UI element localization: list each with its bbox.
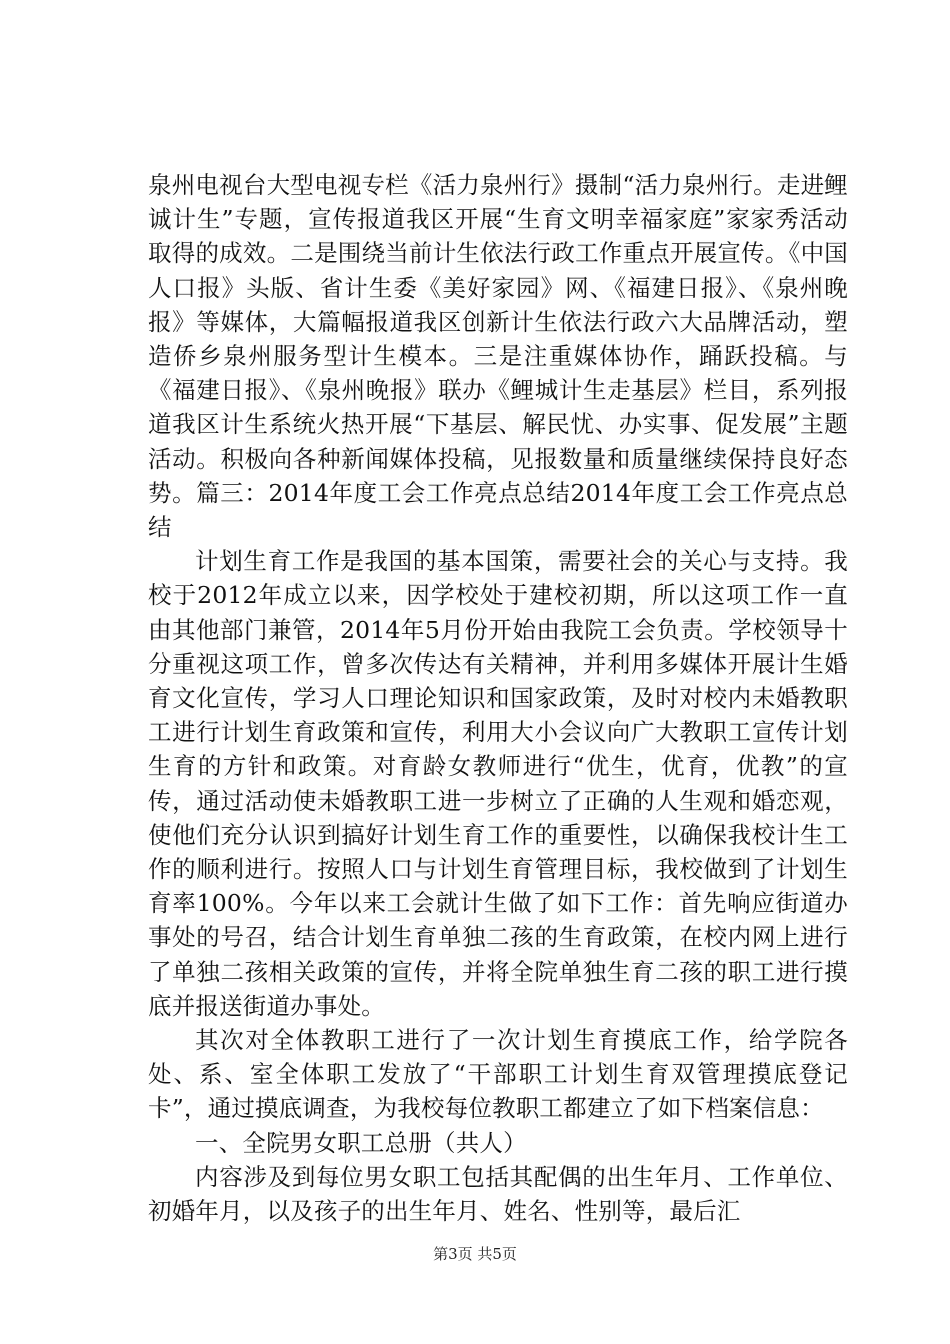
paragraph-2: 计划生育工作是我国的基本国策，需要社会的关心与支持。我校于2012年成立以来，因学校处于建校初期，所以这项工作一直由其他部门兼管，2014年5月份开始由我院工会负责。学校领导十分重视这项工作，曾多次传达有关精神，并利用多媒体开展计生婚育文化宣传，学习人口理论知识和国家政策，及时对校内未婚教职工进行计划生育政策和宣传，利用大小会议向广大教职工宣传计划生育的方针和政策。对育龄女教师进行“优生，优育，优教”的宣传，通过活动使未婚教职工进一步树立了正确的人生观和婚恋观，使他们充分认识到搞好计划生育工作的重要性，以确保我校计生工作的顺利进行。按照人口与计划生育管理目标，我校做到了计划生育率100%。今年以来工会就计生做了如下工作：首先响应街道办事处的号召，结合计划生育单独二孩的生育政策，在校内网上进行了单独二孩相关政策的宣传，并将全院单独生育二孩的职工进行摸底并报送街道办事处。: [148, 547, 848, 1020]
paragraph-5: 内容涉及到每位男女职工包括其配偶的出生年月、工作单位、初婚年月，以及孩子的出生年月、姓名、性别等，最后汇: [148, 1162, 848, 1226]
paragraph-1: 泉州电视台大型电视专栏《活力泉州行》摄制“活力泉州行。走进鲤诚计生”专题，宣传报道我区开展“生育文明幸福家庭”家家秀活动取得的成效。二是围绕当前计生依法行政工作重点开展宣传。《中国人口报》头版、省计生委《美好家园》网、《福建日报》、《泉州晚报》等媒体，大篇幅报道我区创新计生依法行政六大品牌活动，塑造侨乡泉州服务型计生模本。三是注重媒体协作，踊跃投稿。与《福建日报》、《泉州晚报》联办《鲤城计生走基层》栏目，系列报道我区计生系统火热开展“下基层、解民忧、办实事、促发展”主题活动。积极向各种新闻媒体投稿，见报数量和质量继续保持良好态势。篇三：2014年度工会工作亮点总结2014年度工会工作亮点总结: [148, 171, 848, 542]
paragraph-3: 其次对全体教职工进行了一次计划生育摸底工作，给学院各处、系、室全体职工发放了“干部职工计划生育双管理摸底登记卡”，通过摸底调查，为我校每位教职工都建立了如下档案信息：: [148, 1026, 848, 1123]
page-number-footer: 第3页 共5页: [433, 1245, 517, 1263]
paragraph-4-heading: 一、全院男女职工总册（共人）: [195, 1128, 527, 1157]
document-body: [148, 168, 848, 1228]
